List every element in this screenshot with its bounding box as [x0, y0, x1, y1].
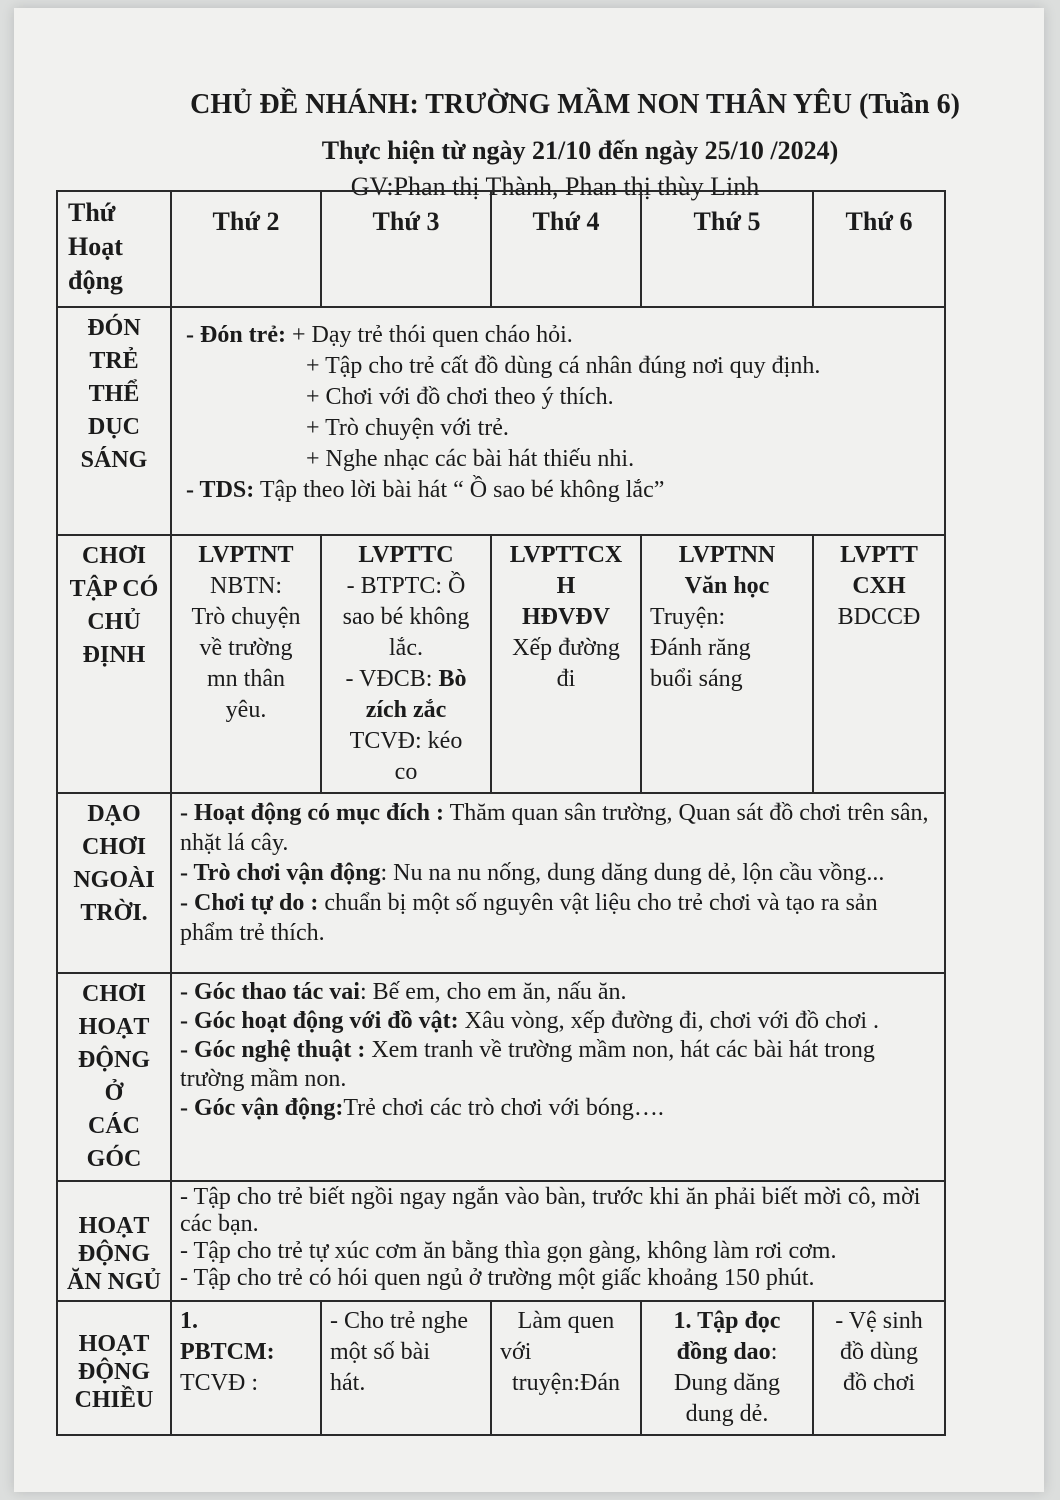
- an-ngu-content: [171, 1181, 945, 1301]
- cell-title: HĐVĐV: [522, 604, 610, 630]
- corner-line: Hoạt: [68, 232, 123, 261]
- day-header-fri: Thứ 6: [813, 191, 945, 307]
- cell-line: mn thân: [207, 666, 285, 692]
- row-header-line: CHIỀU: [74, 1387, 154, 1413]
- cell-line: NBTN:: [210, 573, 282, 599]
- cell-title: LVPTNT: [198, 542, 294, 568]
- row-header-line: TRẺ: [89, 348, 139, 374]
- row-don-tre: [57, 307, 945, 535]
- item-label: - Hoạt động có mục đích :: [180, 800, 444, 826]
- row-header-line: GÓC: [86, 1146, 142, 1172]
- row-header-line: HOẠT: [78, 1213, 150, 1239]
- chieu-thu: [641, 1301, 813, 1435]
- day-header-mon: Thứ 2: [171, 191, 321, 307]
- cell-line: Truyện:: [650, 604, 726, 630]
- choi-tap-thu: [641, 535, 813, 793]
- cell-line: lắc.: [389, 635, 423, 661]
- cell-line: hát.: [330, 1370, 366, 1396]
- row-header-line: ĐỘNG: [78, 1241, 150, 1267]
- cell-line: - Cho trẻ nghe: [330, 1308, 468, 1334]
- row-header-line: DỤC: [88, 414, 140, 440]
- cell-title: CXH: [852, 573, 906, 599]
- cell-text: :: [770, 1339, 778, 1365]
- cell-line: đồ dùng: [840, 1339, 918, 1365]
- cell-line: một số bài: [330, 1339, 430, 1365]
- cell-line: về trường: [199, 635, 293, 661]
- corner-line: động: [68, 266, 123, 295]
- item-text: Xem tranh về trường mầm non, hát các bài hát trong trường mầm non.: [180, 1037, 875, 1092]
- item-label: - Trò chơi vận động: [180, 860, 381, 886]
- day-header-thu: Thứ 5: [641, 191, 813, 307]
- row-header-line: TRỜI.: [80, 900, 148, 926]
- row-header-line: CHỦ: [87, 609, 141, 635]
- row-header-line: CHƠI: [81, 981, 146, 1007]
- dao-choi-item: [180, 798, 936, 858]
- item-text: chuẩn bị một số nguyên vật liệu cho trẻ chơi và tạo ra sản phẩm trẻ thích.: [180, 890, 878, 946]
- cell-title: LVPTTCX: [509, 542, 623, 568]
- document-title: CHỦ ĐỀ NHÁNH: TRƯỜNG MẦM NON THÂN YÊU (Tuần 6): [190, 89, 960, 120]
- cell-line: - Vệ sinh: [835, 1308, 923, 1334]
- cell-line: - BTPTC: Ồ: [346, 573, 466, 599]
- goc-content: [171, 973, 945, 1181]
- goc-item: [180, 1036, 936, 1094]
- row-header-line: CHƠI: [81, 834, 146, 860]
- dao-choi-content: [171, 793, 945, 973]
- cell-text-bold: đồng dao: [676, 1339, 771, 1365]
- cell-line: Xếp đường: [512, 635, 620, 661]
- corner-line: Thứ: [68, 198, 116, 227]
- tds-label: - TDS:: [186, 477, 255, 503]
- item-label: - Chơi tự do :: [180, 890, 319, 916]
- cell-line: BDCCĐ: [837, 604, 921, 630]
- item-text: Thăm quan sân trường, Quan sát đồ chơi trên sân, nhặt lá cây.: [180, 800, 929, 856]
- table-header-row: [57, 191, 945, 307]
- cell-line: [650, 1337, 804, 1368]
- cell-line: Trò chuyện: [191, 604, 301, 630]
- an-ngu-item: - Tập cho trẻ biết ngồi ngay ngắn vào bàn, trước khi ăn phải biết mời cô, mời các bạn.: [180, 1184, 921, 1237]
- row-header-choi-tap: [57, 535, 171, 793]
- row-header-line: ĂN NGỦ: [67, 1269, 161, 1295]
- cell-line: zích zắc: [365, 697, 447, 723]
- day-header-tue: Thứ 3: [321, 191, 491, 307]
- choi-tap-wed: [491, 535, 641, 793]
- item-text: : Nu na nu nống, dung dăng dung dẻ, lộn cầu vồng...: [380, 860, 885, 886]
- row-header-line: ĐỘNG: [78, 1359, 150, 1385]
- item-text: Xâu vòng, xếp đường đi, chơi với đồ chơi .: [458, 1008, 880, 1034]
- weekly-plan-table: [56, 190, 946, 1436]
- day-header-wed: Thứ 4: [491, 191, 641, 307]
- row-header-line: CÁC: [88, 1113, 140, 1139]
- row-header-line: NGOÀI: [73, 867, 155, 893]
- item-label: - Góc hoạt động với đồ vật:: [180, 1008, 459, 1034]
- cell-line: buổi sáng: [650, 666, 743, 692]
- cell-line: Dung dăng: [674, 1370, 780, 1396]
- an-ngu-item: - Tập cho trẻ tự xúc cơm ăn bằng thìa gọn gàng, không làm rơi cơm.: [180, 1238, 837, 1264]
- cell-line: Đánh răng: [650, 635, 751, 661]
- cell-line: [330, 664, 482, 695]
- row-header-an-ngu: [57, 1181, 171, 1301]
- row-an-ngu: [57, 1181, 945, 1301]
- cell-line: đi: [556, 666, 576, 692]
- cell-title: H: [556, 573, 576, 599]
- item-text: : Bế em, cho em ăn, nấu ăn.: [359, 979, 627, 1005]
- row-header-line: HOẠT: [78, 1331, 150, 1357]
- row-choi-tap: [57, 535, 945, 793]
- cell-line: dung dẻ.: [685, 1401, 769, 1427]
- item-label: - Góc nghệ thuật :: [180, 1037, 366, 1063]
- cell-line: co: [394, 759, 418, 785]
- cell-text-bold: Bò: [438, 666, 467, 692]
- don-tre-line: [186, 320, 936, 351]
- cell-line: sao bé không: [342, 604, 470, 630]
- cell-title: LVPTT: [840, 542, 918, 568]
- cell-title: Văn học: [684, 573, 770, 599]
- chieu-mon: [171, 1301, 321, 1435]
- tds-text: Tập theo lời bài hát “ Ồ sao bé không lắc”: [254, 477, 665, 503]
- row-header-don-tre: [57, 307, 171, 535]
- choi-tap-tue: [321, 535, 491, 793]
- row-header-line: HOẠT: [78, 1014, 150, 1040]
- don-tre-label: - Đón trẻ:: [186, 322, 286, 348]
- row-header-line: ĐỊNH: [82, 642, 146, 668]
- cell-line: 1.: [180, 1308, 198, 1334]
- cell-line: truyện:Đán: [512, 1370, 620, 1396]
- don-tre-item: + Trò chuyện với trẻ.: [306, 415, 509, 441]
- tds-line: [186, 475, 936, 506]
- cell-title: LVPTNN: [678, 542, 776, 568]
- don-tre-item: + Nghe nhạc các bài hát thiếu nhi.: [306, 446, 635, 472]
- cell-line: PBTCM:: [180, 1339, 275, 1365]
- don-tre-item: + Dạy trẻ thói quen cháo hỏi.: [291, 322, 573, 348]
- row-dao-choi: [57, 793, 945, 973]
- goc-item: [180, 1094, 936, 1123]
- row-header-goc: [57, 973, 171, 1181]
- item-label: - Góc thao tác vai: [180, 979, 360, 1005]
- dao-choi-item: [180, 888, 936, 948]
- row-header-line: ĐÓN: [87, 315, 141, 341]
- don-tre-item: + Chơi với đồ chơi theo ý thích.: [306, 384, 614, 410]
- dao-choi-item: [180, 858, 936, 888]
- teacher-names: GV:Phan thị Thành, Phan thị thùy Linh: [350, 172, 760, 201]
- row-header-chieu: [57, 1301, 171, 1435]
- row-header-line: THỂ: [88, 381, 140, 407]
- cell-text: - VĐCB:: [345, 666, 439, 692]
- corner-cell: [57, 191, 171, 307]
- cell-line: Làm quen: [517, 1308, 615, 1334]
- don-tre-item: + Tập cho trẻ cất đồ dùng cá nhân đúng nơi quy định.: [306, 353, 821, 379]
- item-text: Trẻ chơi các trò chơi với bóng….: [343, 1095, 664, 1121]
- chieu-tue: [321, 1301, 491, 1435]
- cell-line: TCVĐ: kéo: [349, 728, 463, 754]
- row-goc: [57, 973, 945, 1181]
- row-header-dao-choi: [57, 793, 171, 973]
- choi-tap-mon: [171, 535, 321, 793]
- row-header-line: SÁNG: [80, 447, 148, 473]
- cell-line: đồ chơi: [842, 1370, 915, 1396]
- cell-line: yêu.: [225, 697, 267, 723]
- cell-title: LVPTTC: [358, 542, 454, 568]
- goc-item: [180, 1007, 936, 1036]
- item-label: - Góc vận động:: [180, 1095, 344, 1121]
- document-subtitle: Thực hiện từ ngày 21/10 đến ngày 25/10 /2024): [321, 136, 839, 165]
- row-header-line: CHƠI: [81, 543, 146, 569]
- cell-line: 1. Tập đọc: [673, 1308, 781, 1334]
- choi-tap-fri: [813, 535, 945, 793]
- row-chieu: [57, 1301, 945, 1435]
- chieu-fri: [813, 1301, 945, 1435]
- an-ngu-item: - Tập cho trẻ có hói quen ngủ ở trường một giấc khoảng 150 phút.: [180, 1265, 815, 1291]
- don-tre-content: [171, 307, 945, 535]
- goc-item: [180, 978, 936, 1007]
- chieu-wed: [491, 1301, 641, 1435]
- row-header-line: ĐỘNG Ở: [78, 1047, 150, 1106]
- row-header-line: DẠO: [87, 801, 141, 827]
- cell-line: TCVĐ :: [180, 1370, 258, 1396]
- cell-line: với: [500, 1339, 532, 1365]
- row-header-line: TẬP CÓ: [69, 576, 159, 602]
